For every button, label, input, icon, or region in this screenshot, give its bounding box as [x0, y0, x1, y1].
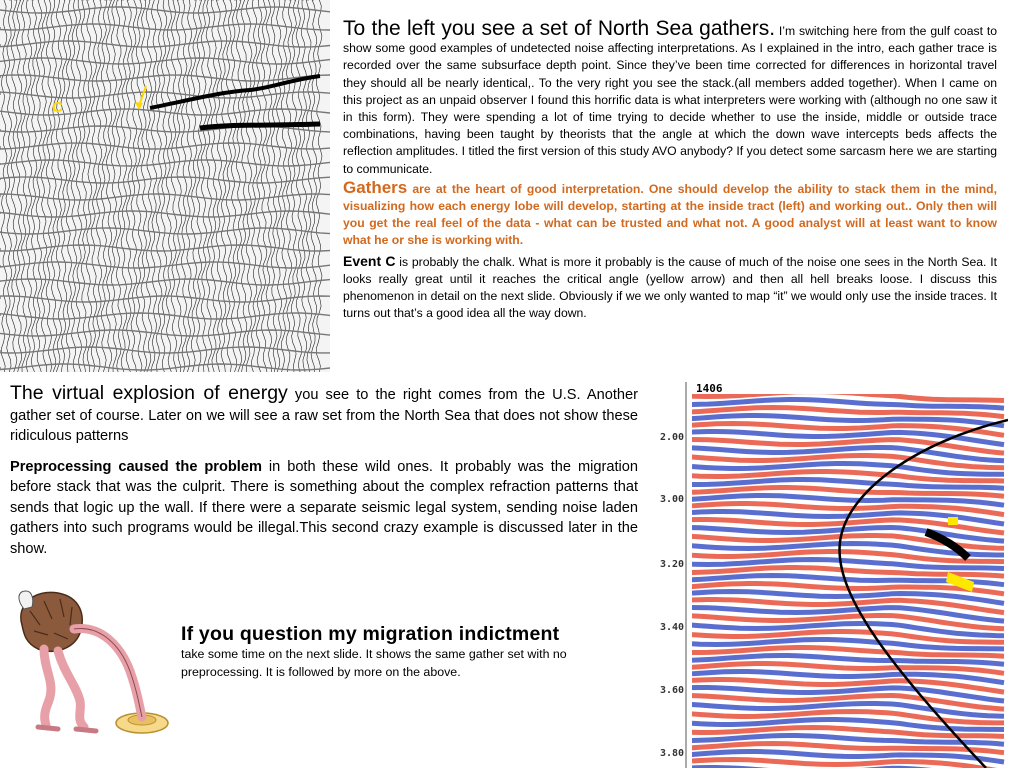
gather-reflector-band [0, 160, 330, 166]
gather-trace [76, 0, 82, 372]
gather-trace [31, 0, 37, 372]
gather-reflector-band [0, 364, 330, 370]
gather-trace [161, 0, 167, 372]
gather-trace [51, 0, 57, 372]
migration-heading: If you question my migration indictment [181, 623, 560, 645]
gather-reflector-band [0, 330, 330, 336]
time-tick-2-00: 2.00 [660, 432, 685, 443]
gather-trace [136, 0, 142, 372]
gather-trace [151, 0, 157, 372]
preprocessing-bold: Preprocessing caused the problem [10, 458, 262, 475]
gather-trace [61, 0, 67, 372]
gather-trace [241, 0, 247, 372]
yellow-patch-1 [948, 517, 958, 525]
bottom-text [181, 622, 631, 681]
gather-trace [286, 0, 292, 372]
gather-trace [41, 0, 47, 372]
gather-trace [266, 0, 272, 372]
gather-trace [191, 0, 197, 372]
gather-trace [6, 0, 12, 372]
middle-left-text [10, 383, 638, 559]
gather-trace [166, 0, 172, 372]
gather-reflector-band [0, 75, 330, 81]
gather-trace [126, 0, 132, 372]
gather-trace [146, 0, 152, 372]
gather-trace [276, 0, 282, 372]
gather-trace [141, 0, 147, 372]
gathers-paragraph [343, 179, 997, 250]
section-header-label: 1406 [696, 382, 723, 395]
gather-trace [86, 0, 92, 372]
gather-reflector-band [0, 245, 330, 251]
gather-trace [306, 0, 312, 372]
gather-trace [121, 0, 127, 372]
gather-trace [131, 0, 137, 372]
gather-trace [236, 0, 242, 372]
north-sea-paragraph [343, 18, 997, 178]
ostrich-head-in-sand-image [14, 585, 174, 745]
gather-trace [156, 0, 162, 372]
gathers-word: Gathers [343, 177, 408, 197]
migration-body: take some time on the next slide. It shows the same gather set with no preprocessing. It is followed by more on the above. [181, 647, 567, 679]
gather-trace [261, 0, 267, 372]
north-sea-body: I’m switching here from the gulf coast to show some good examples of undetected noise affecting interpretations. As I explained in the intro, each gather trace is recorded over the same subsurface depth point. Since they’ve been time corrected for differences in horizontal travel they should all be nearly identical,. To the very right you see the stack.(all members added together). When I came on this project as an unpaid observer I found this horrific data is what interpreters were working with (although no one saw it in this form). They were spending a lot of time trying to decide whether to use the inside, middle or outside trace combinations, having been taught by theorists that the angle at which the down wave intercepts beds affects the reflection amplitudes. I titled the first version of this study AVO anybody? If you detect some sarcasm here we are starting to communicate. [343, 24, 997, 176]
event-c-label: C [52, 99, 63, 116]
gather-trace [116, 0, 122, 372]
time-tick-3-60: 3.60 [660, 685, 685, 696]
north-sea-title: To the left you see a set of North Sea gathers. [343, 17, 776, 40]
preprocessing-body: in both these wild ones. It probably was the migration before stack that was the culprit. There is something about the complex refraction patterns that sends that logic up the wall. If there were a separate seismic legal system, sending noise laden gathers into such programs would be illegal.This second crazy example is discussed later in the show. [10, 458, 639, 557]
seismic-section-canvas [656, 382, 1008, 768]
gather-reflector-band [0, 194, 330, 200]
gather-trace [56, 0, 62, 372]
time-tick-3-20: 3.20 [660, 559, 685, 570]
gather-trace [311, 0, 317, 372]
gather-trace [36, 0, 42, 372]
gather-trace [316, 0, 322, 372]
seismic-section-image [656, 382, 1008, 768]
gather-trace [111, 0, 117, 372]
gather-trace [46, 0, 52, 372]
gather-trace [271, 0, 277, 372]
gather-reflector-band [0, 24, 330, 30]
top-right-text [343, 18, 997, 322]
gather-trace [301, 0, 307, 372]
gather-trace [221, 0, 227, 372]
gather-trace [281, 0, 287, 372]
explosion-lead: The virtual explosion of energy [10, 382, 288, 404]
gather-trace [291, 0, 297, 372]
gather-trace [106, 0, 112, 372]
gather-trace [201, 0, 207, 372]
gather-trace [211, 0, 217, 372]
gather-trace [206, 0, 212, 372]
preprocessing-paragraph [10, 457, 638, 560]
gather-trace [71, 0, 77, 372]
time-tick-3-00: 3.00 [660, 494, 685, 505]
time-tick-3-80: 3.80 [660, 748, 685, 759]
gather-seismic-image [0, 0, 330, 372]
explosion-paragraph [10, 383, 638, 447]
gather-traces [0, 0, 330, 372]
gather-trace [196, 0, 202, 372]
gathers-body: are at the heart of good interpretation. One should develop the ability to stack them in the mind, visualizing how each energy lobe will develop, starting at the inside tract (left) and working out.. Only then will you get the real feel of the data - what can be trusted and what not. A good analyst will at least want to know what he or she is working with. [343, 181, 997, 248]
event-c-body: is probably the chalk. What is more it probably is the cause of much of the noise one sees in the North Sea. It looks really great until it reaches the critical angle (yellow arrow) and then all hell breaks loose. I discuss this phenomenon in detail on the next slide. Obviously if we we only wanted to map “it” we would only use the inside traces. It turns out that’s a good idea all the way down. [343, 254, 997, 321]
explosion-body: you see to the right comes from the U.S. Another gather set of course. Later on we will see a raw set from the North Sea that does not show these ridiculous patterns [10, 387, 638, 444]
event-c-word: Event C [343, 252, 396, 269]
gather-trace [226, 0, 232, 372]
gather-trace [11, 0, 17, 372]
gather-reflector-band [0, 143, 330, 149]
gather-trace [296, 0, 302, 372]
chalk-reflector-2 [200, 124, 320, 128]
gather-trace [81, 0, 87, 372]
gather-trace [1, 0, 7, 372]
event-c-paragraph [343, 253, 997, 323]
time-tick-3-40: 3.40 [660, 622, 685, 633]
gather-trace [231, 0, 237, 372]
